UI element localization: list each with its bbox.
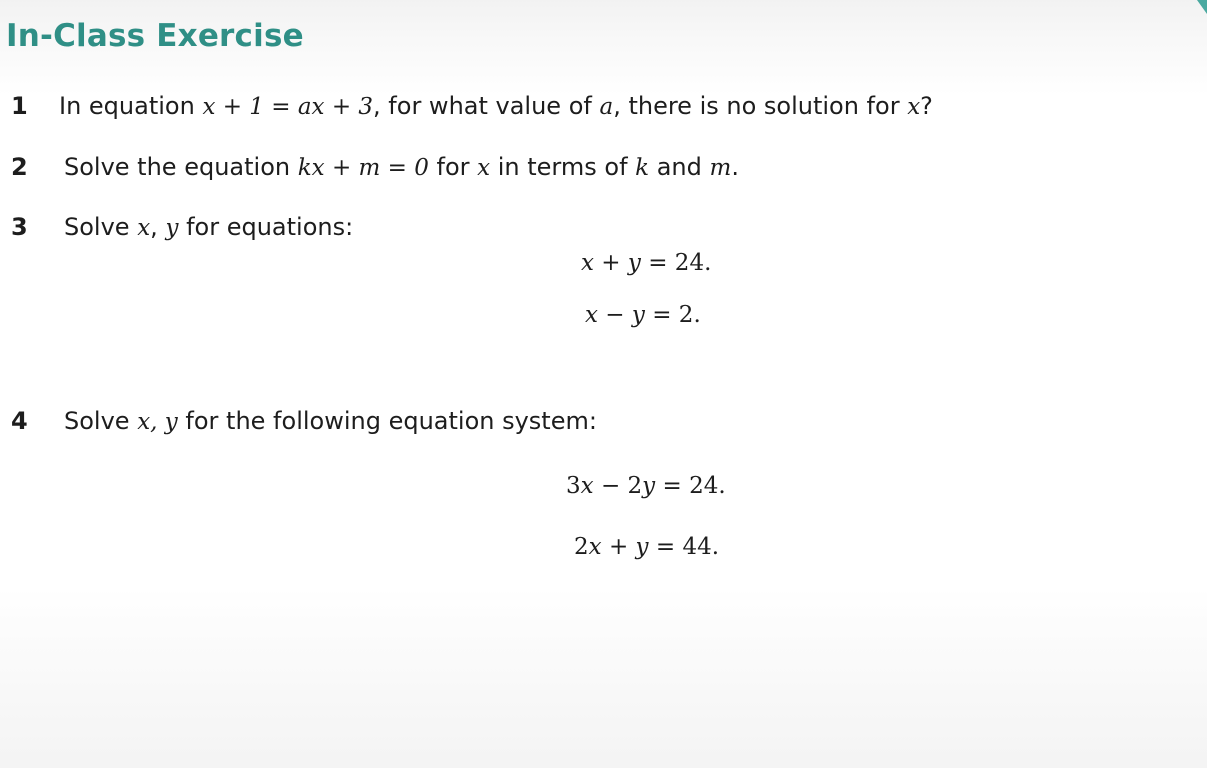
equation-4b: 2x + y = 44.	[574, 534, 720, 560]
math-variable: a	[599, 94, 614, 120]
question-text: Solve	[64, 407, 138, 435]
math-variable: x	[580, 473, 594, 499]
math-variable: y	[627, 250, 641, 276]
math-variable: y	[642, 473, 656, 499]
question-text: ,	[150, 213, 166, 241]
question-text: for	[428, 153, 478, 181]
math-variable: y	[635, 534, 649, 560]
question-text: for equations:	[178, 213, 354, 241]
question-number: 4	[11, 407, 28, 435]
question-text: Solve the equation	[64, 153, 298, 181]
question-text: , there is no solution for	[613, 92, 908, 120]
question-number: 1	[11, 92, 28, 120]
question-2	[11, 152, 739, 183]
math-expression: kx + m = 0	[297, 155, 429, 181]
math-variable: x	[585, 302, 598, 328]
math-variable: m	[709, 155, 732, 181]
question-text: , for what value of	[373, 92, 600, 120]
question-text: and	[649, 153, 710, 181]
math-variable: x	[581, 250, 594, 276]
question-text: In equation	[59, 92, 203, 120]
question-number: 3	[11, 213, 28, 241]
math-variable: x	[477, 155, 491, 181]
page-title: In-Class Exercise	[6, 18, 304, 54]
question-number: 2	[11, 153, 28, 181]
question-text: ?	[920, 92, 933, 120]
math-variable: x	[907, 94, 921, 120]
math-variable: y	[631, 302, 645, 328]
question-1	[11, 91, 933, 122]
math-variable: y	[165, 215, 179, 241]
math-variable: x	[137, 215, 151, 241]
question-4	[11, 406, 597, 437]
math-expression: x, y	[137, 409, 178, 435]
equation-3b: x − y = 2.	[585, 302, 701, 328]
question-text: in terms of	[490, 153, 636, 181]
question-text: .	[731, 153, 739, 181]
math-expression: x + 1 = ax + 3	[202, 94, 374, 120]
question-text: for the following equation system:	[177, 407, 597, 435]
question-3	[11, 212, 353, 243]
equation-4a: 3x − 2y = 24.	[566, 473, 726, 499]
math-variable: k	[635, 155, 650, 181]
equation-3a: x + y = 24.	[581, 250, 712, 276]
corner-accent-decoration	[1197, 0, 1207, 14]
question-text: Solve	[64, 213, 138, 241]
math-variable: x	[588, 534, 602, 560]
